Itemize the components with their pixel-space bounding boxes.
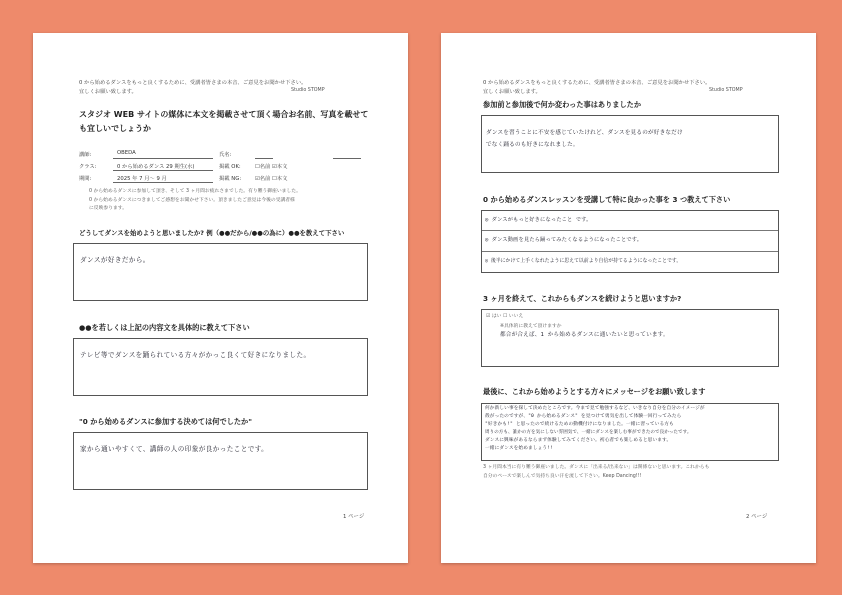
period-value: 2025 年 7 月〜 9 月 [117,176,167,182]
note-line-1: 0 から始めるダンスに参加して頂き、そして 3 ヶ月間お疲れさまでした。有り難う御座いました。 [89,189,301,194]
row-divider [482,251,778,252]
class-underline [113,170,213,171]
answer-1-line-2: でなく踊るのも好きになれました。 [486,142,579,148]
question-3: "0 から始めるダンスに参加する決めては何でしたか" [79,417,252,426]
answer-3-text: 家から通いやすくて、講師の人の印象が良かったことです。 [80,445,269,453]
answer-box-3[interactable] [73,432,368,490]
name-label: 氏名: [219,152,232,158]
intro-text: 0 から始めるダンスをもっと良くするために、受講者皆さまの本音、ご意見をお聞かせ下さい。 [483,80,711,86]
answer-box-1[interactable] [73,243,368,301]
name-underline-2 [333,158,361,159]
publish-ng-label: 掲載 NG: [219,176,242,182]
answer-3-text: 都合が合えば、1 から始めるダンスに通いたいと思っています。 [500,332,669,338]
answer-2-text: テレビ等でダンスを踊られている方々がかっこ良くて好きになりました。 [80,351,311,359]
continue-subprompt: ※具体的に教えて頂けますか [500,324,562,329]
page-number-2: 2 ページ [746,514,768,520]
question-3: 3 ヶ月を終えて、これからもダンスを続けようと思いますか? [483,294,682,303]
message-line-1: 何か新しい事を探して決めたところです。今まで見て勉強するなど、いきなり自分を自分のイメージが [485,406,705,411]
period-underline [113,182,213,183]
good-point-1: ◎ ダンスがもっと好きになったこと です。 [485,217,592,223]
instructor-underline [113,158,213,159]
survey-page-2 [441,33,816,563]
instructor-label: 講師: [79,152,92,158]
continue-options[interactable]: ☑ はい ☐ いいえ [486,314,524,319]
answer-box-4[interactable] [481,403,779,461]
intro-text: 0 から始めるダンスをもっと良くするために、受講者皆さまの本音、ご意見をお聞かせ下さい。 [79,80,307,86]
class-value: 0 から始めるダンス 29 期生(水) [117,164,195,170]
note-line-2: 0 から始めるダンスにつきましてご感想をお聞かせ下さい。頂きましたご意見は今後の受講者様 [89,198,295,203]
name-underline [255,158,273,159]
answer-box-3[interactable] [481,309,779,367]
answer-box-2[interactable] [481,210,779,273]
note-line-3: に反映参ります。 [89,206,127,211]
answer-box-2[interactable] [73,338,368,396]
message-line-6: 一緒にダンスを始めましょう!! [485,446,553,451]
question-1: どうしてダンスを始めようと思いましたか? 例（●●だから/●●の為に）●●を教えて下さい [79,229,345,237]
studio-name: Studio STOMP [291,88,325,93]
good-point-2: ◎ ダンス動画を見たら踊ってみたくなるようになったことです。 [485,237,643,243]
class-label: クラス: [79,164,97,170]
message-line-5: ダンスに興味があるならまず体験してみてください。初心者でも楽しめると思います。 [485,438,672,443]
row-divider [482,230,778,231]
question-1: 参加前と参加後で何か変わった事はありましたか [483,100,642,109]
period-label: 期間: [79,176,92,182]
message-line-4: 周りの方も、誰かの方を気にしない雰囲気で、一緒にダンスを楽しむ事ができたので良かったです。 [485,430,692,435]
question-4: 最後に、これから始めようとする方々にメッセージをお願い致します [483,387,706,396]
message-line-3: "好きかも!" と思ったので続けるための動機付けになりました。一緒に習っている方も [485,422,674,427]
closing-line-2: 自分のペースで楽しんで気持ち良い汗を流して下さい。Keep Dancing!!! [483,474,642,479]
publish-ok-label: 掲載 OK: [219,164,241,170]
answer-box-1[interactable] [481,115,779,173]
intro-text-2: 宜しくお願い致します。 [79,89,137,95]
question-2: 0 から始めるダンスレッスンを受講して特に良かった事を 3 つ教えて下さい [483,195,731,204]
intro-text-2: 宜しくお願い致します。 [483,89,541,95]
publish-ng-options[interactable]: ☑名前 ☐本文 [255,176,288,182]
answer-1-line-1: ダンスを習うことに不安を感じていたけれど、ダンスを見るのが好きなだけ [486,130,683,136]
survey-page-1 [33,33,408,563]
publish-heading: スタジオ WEB サイトの媒体に本文を掲載させて頂く場合お名前、写真を載せても宜しいでしょうか [79,110,369,133]
studio-name: Studio STOMP [709,88,743,93]
publish-ok-options[interactable]: ☐名前 ☑本文 [255,164,288,170]
message-line-2: 殻がったのですが、"0 から始めるダンス" を見つけて勇気を出して体験一回行ってみたら [485,414,682,419]
good-point-3: ◎ 後半にかけて上手くなれたように思えて以前より自信が持てるようになったことです。 [485,258,682,264]
question-2: ●●を若しくは上記の内容文を具体的に教えて下さい [79,323,250,332]
instructor-value: OBEDA [117,150,136,156]
answer-1-text: ダンスが好きだから。 [80,256,150,264]
page-number-1: 1 ページ [343,514,365,520]
closing-line-1: 3 ヶ月間本当に有り難う御座いました。ダンスに「出来る/出来ない」は関係ないと思います。これからも [483,465,710,470]
